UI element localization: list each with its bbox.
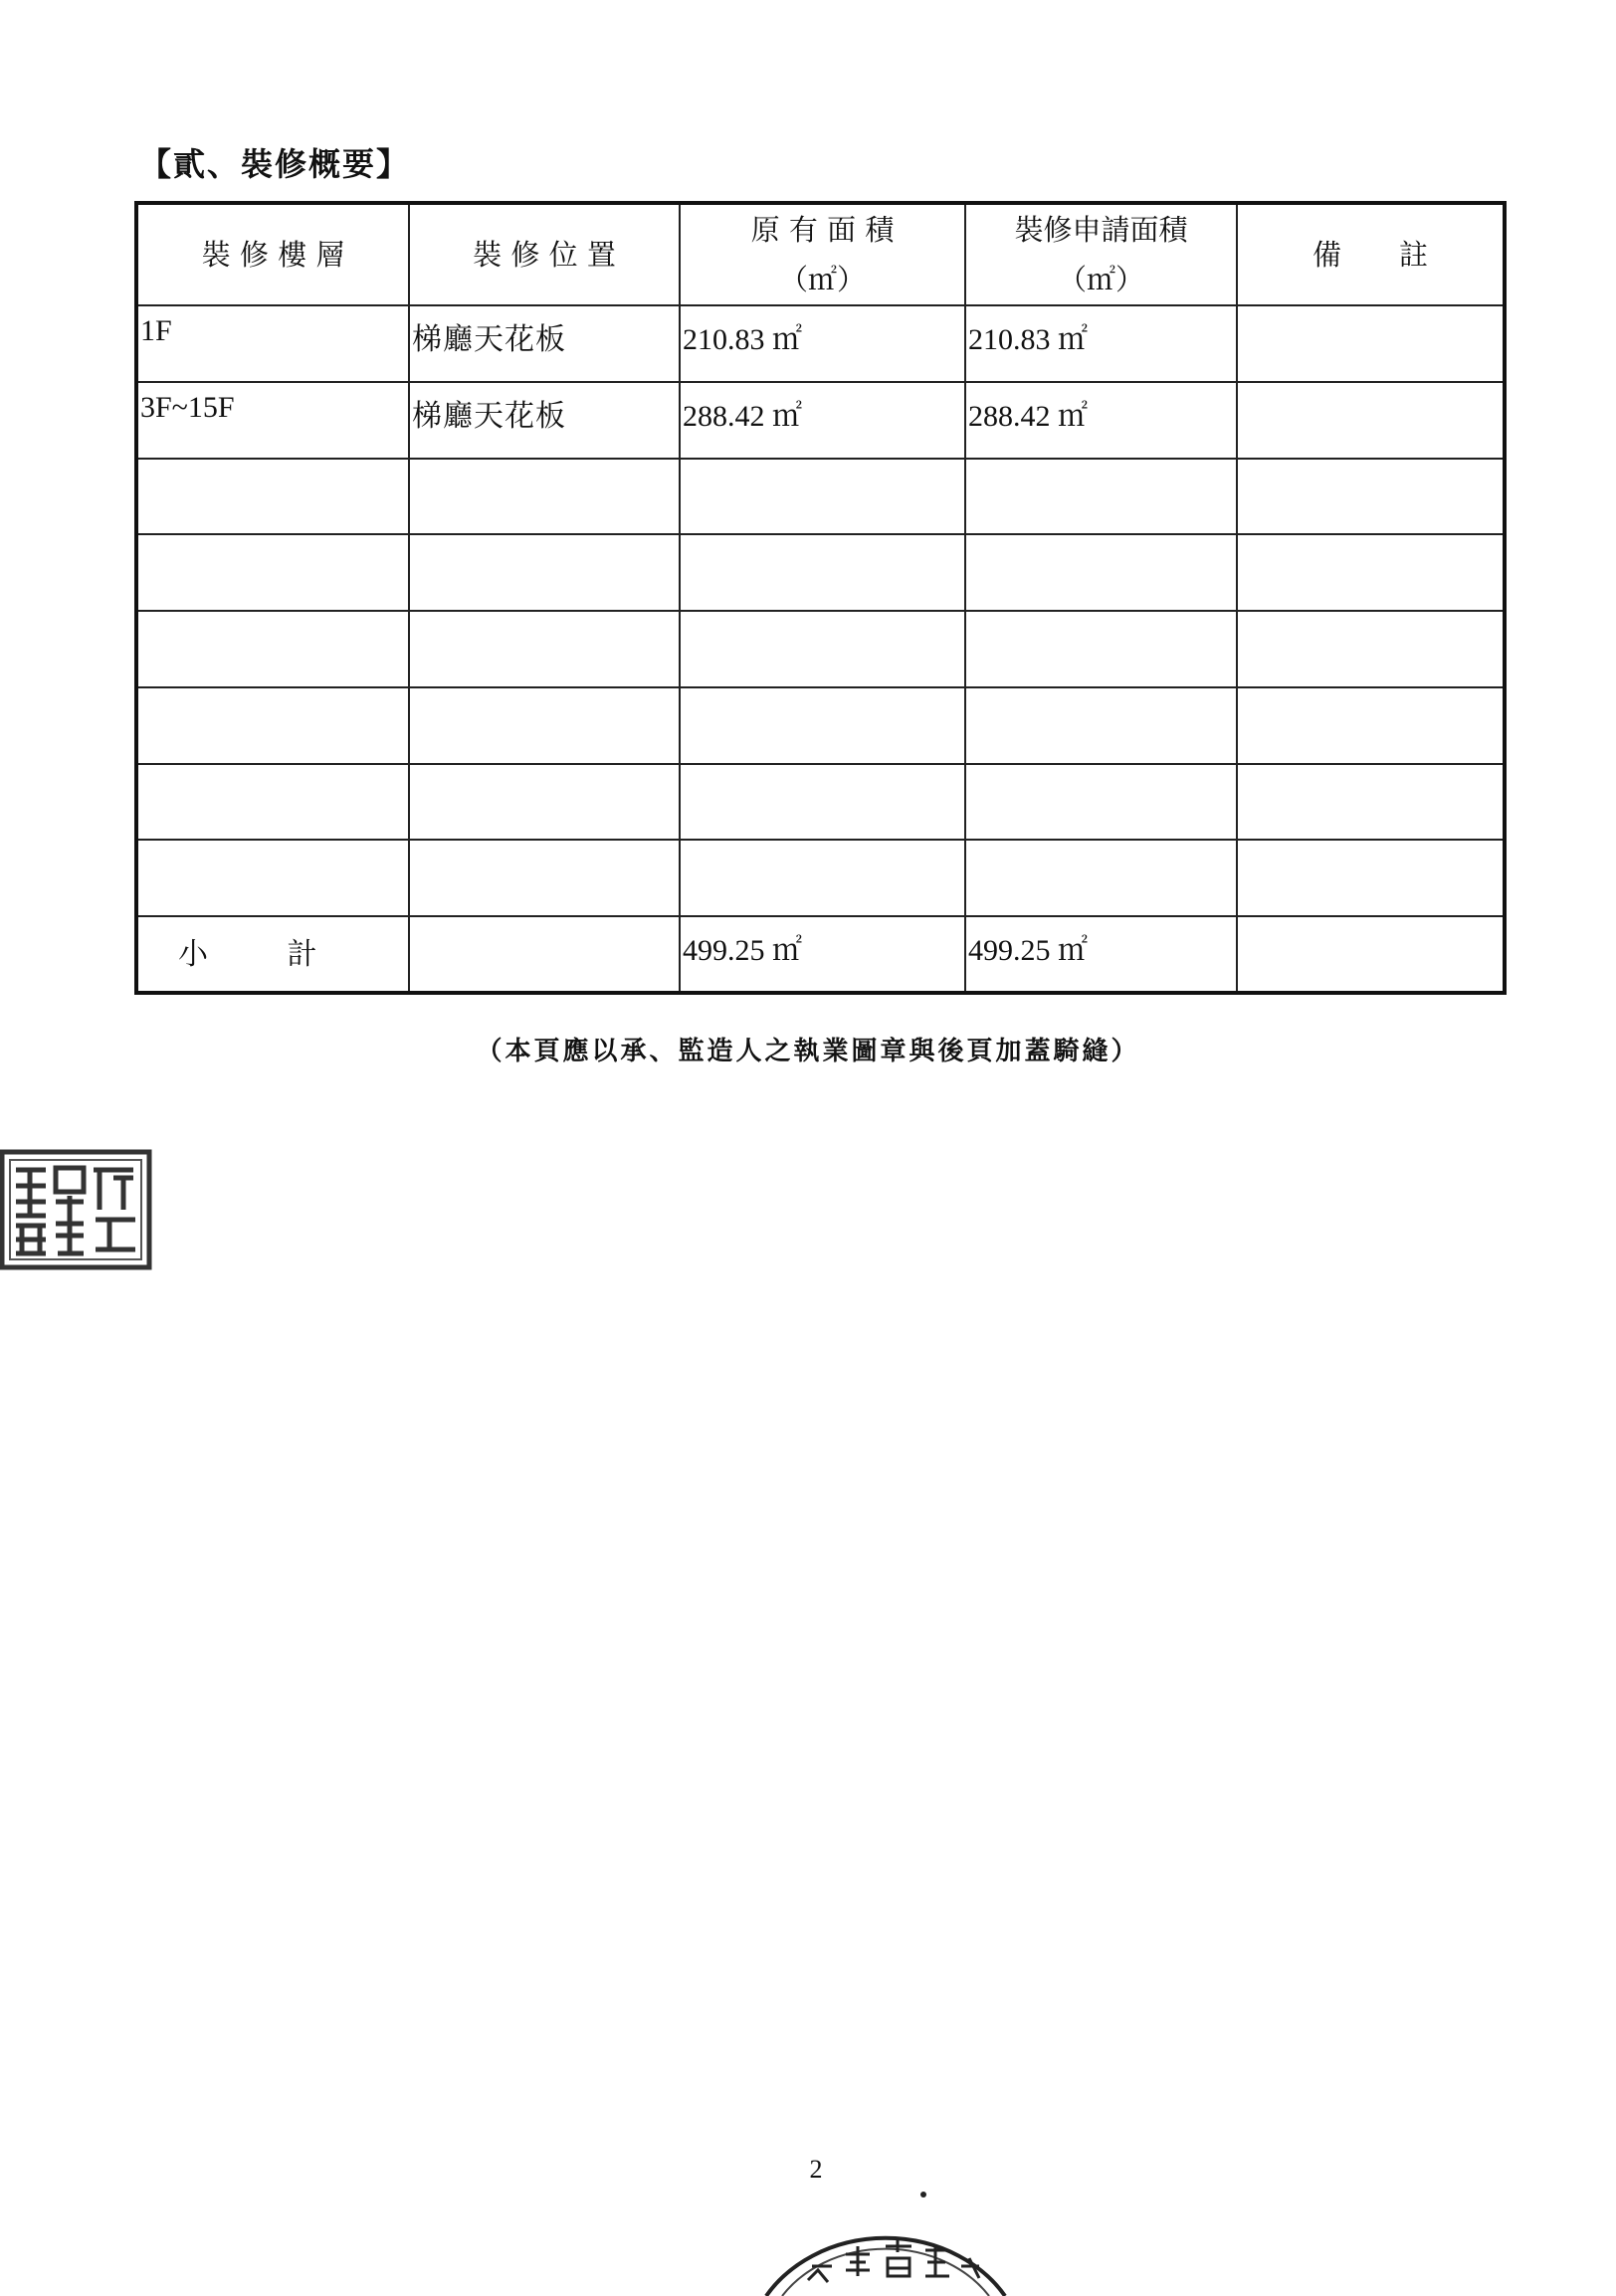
subtotal-row [136,916,1505,993]
empty-cell [136,840,409,916]
table-row-empty [136,687,1505,764]
cell-position: 梯廳天花板 [409,382,680,459]
empty-cell [680,840,965,916]
empty-cell [680,534,965,611]
empty-cell [409,611,680,687]
subtotal-original-area: 499.25 ㎡ [680,916,965,993]
table-row-empty [136,611,1505,687]
header-applied-area [965,203,1237,305]
empty-cell [136,611,409,687]
table-row-empty [136,459,1505,535]
empty-cell [1237,611,1505,687]
header-applied-area-unit: （㎡） [1057,263,1144,296]
header-original-area [680,203,965,305]
empty-cell [965,611,1237,687]
cell-original-area: 288.42 ㎡ [680,382,965,459]
section-title: 【貳、裝修概要】 [139,145,411,183]
header-original-area-label: 原 有 面 積 [750,213,895,247]
empty-cell [1237,687,1505,764]
empty-cell [409,459,680,535]
empty-cell [680,459,965,535]
empty-cell [680,611,965,687]
cell-position: 梯廳天花板 [409,305,680,382]
table-header-row [136,203,1505,305]
architect-seal-stamp [0,1146,153,1273]
table-row-empty [136,764,1505,841]
table-row-empty [136,840,1505,916]
cell-floor: 1F [136,305,409,382]
table-row-empty [136,534,1505,611]
table-row [136,305,1505,382]
header-floor: 裝 修 樓 層 [136,203,409,305]
footnote: （本頁應以承、監造人之執業圖章與後頁加蓋騎縫） [476,1037,1140,1066]
table-row [136,382,1505,459]
cell-remarks [1237,305,1505,382]
cell-original-area: 210.83 ㎡ [680,305,965,382]
header-position: 裝 修 位 置 [409,203,680,305]
subtotal-remarks [1237,916,1505,993]
empty-cell [409,840,680,916]
empty-cell [680,687,965,764]
cell-floor: 3F~15F [136,382,409,459]
empty-cell [136,764,409,841]
empty-cell [965,534,1237,611]
header-original-area-unit: （㎡） [778,263,866,296]
header-applied-area-label: 裝修申請面積 [1014,213,1188,247]
empty-cell [136,534,409,611]
empty-cell [409,534,680,611]
empty-cell [680,764,965,841]
empty-cell [1237,534,1505,611]
cell-remarks [1237,382,1505,459]
subtotal-applied-area: 499.25 ㎡ [965,916,1237,993]
empty-cell [965,840,1237,916]
empty-cell [1237,459,1505,535]
empty-cell [136,459,409,535]
empty-cell [1237,840,1505,916]
header-remarks: 備 註 [1237,203,1505,305]
empty-cell [1237,764,1505,841]
empty-cell [409,687,680,764]
empty-cell [965,459,1237,535]
cell-applied-area: 288.42 ㎡ [965,382,1237,459]
renovation-summary-table [134,201,1507,995]
subtotal-label: 小 計 [136,916,409,993]
cell-applied-area: 210.83 ㎡ [965,305,1237,382]
empty-cell [136,687,409,764]
page-number: 2 [809,2155,823,2184]
empty-cell [409,764,680,841]
subtotal-position [409,916,680,993]
empty-cell [965,764,1237,841]
building-authority-seal-stamp [746,2181,1025,2296]
empty-cell [965,687,1237,764]
